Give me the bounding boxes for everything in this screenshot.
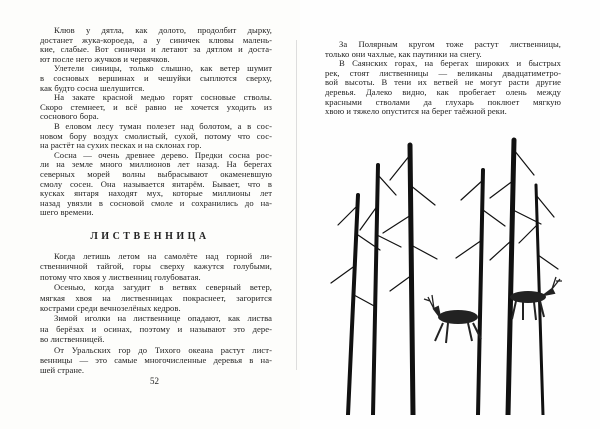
reindeer xyxy=(510,277,562,320)
paragraph xyxy=(40,64,272,93)
larch-forest-illustration xyxy=(318,125,580,415)
text-line: кие, слабые. Вот синички и летают за дятлом и доста- xyxy=(40,44,272,55)
text-line: Клюв у дятла, как долото, продолбит дырку, xyxy=(54,25,272,35)
text-line: деревья. Далеко видно, как пробегает олень между xyxy=(325,86,561,97)
right-text xyxy=(325,40,561,117)
text-line: Зимой иголки на лиственнице опадают, как листва xyxy=(54,313,272,324)
text-line: вой высоты. В тени их ветвей не могут расти другие xyxy=(325,77,561,88)
paragraph xyxy=(40,313,272,344)
text-line: рек, стоят лиственницы — великаны двадцатиметро- xyxy=(325,67,561,78)
paragraph xyxy=(40,122,272,151)
text-line: Когда летишь летом на самолёте над горной ли- xyxy=(54,251,272,261)
paragraph xyxy=(325,59,561,117)
text-line: Скоро стемнеет, и всё равно не хочется уходить из xyxy=(40,101,272,112)
text-line: хвою и тяжело опустится на берег таёжной реки. xyxy=(325,106,507,117)
text-line: Сосна — очень древнее дерево. Предки сосна рос- xyxy=(54,149,272,160)
text-line: красными стволами да глухарь поклюет мягкую xyxy=(325,96,561,107)
tree-trunk xyxy=(348,195,358,415)
text-line: потому что хвоя у лиственниц голубоватая. xyxy=(40,271,201,282)
page-gutter xyxy=(296,40,297,370)
text-line: За Полярным кругом тоже растут лиственницы, xyxy=(339,39,561,49)
text-line: От Уральских гор до Тихого океана растут лист- xyxy=(54,344,272,355)
text-line: ственничной тайгой, горы сверху кажутся голубыми, xyxy=(40,261,272,272)
text-line: как будто сосна шелушится. xyxy=(40,82,145,93)
left-text-bottom xyxy=(40,251,272,376)
text-line: шего времени. xyxy=(40,207,94,218)
text-line: В еловом лесу туман полезет над болотом, а в сос- xyxy=(54,120,272,131)
text-line: во лиственницей. xyxy=(40,334,105,345)
text-line: смолу сосен. Она называется янтарём. Бывает, что в xyxy=(40,178,272,189)
text-line: венницы — это самые многочисленные деревья в на- xyxy=(40,355,272,366)
text-line: новом бору воздух смолистый, сухой, потому что сос- xyxy=(40,130,272,141)
paragraph xyxy=(40,26,272,64)
text-line: шей стране. xyxy=(40,365,85,376)
text-line: в сосновых вершинах и чешуйки сыплются сверху, xyxy=(40,72,272,83)
text-line: ли на земле много миллионов лет назад. На берегах xyxy=(40,159,272,170)
text-line: на растёт на сухих песках и на склонах гор. xyxy=(40,140,202,151)
text-line: только они чахлые, как паутинки на снегу. xyxy=(325,48,482,59)
left-text-top xyxy=(40,26,272,218)
text-line: В Саянских горах, на берегах широких и быстрых xyxy=(339,58,561,69)
reindeer xyxy=(424,295,481,343)
chapter-heading: ЛИСТВЕННИЦА xyxy=(90,231,210,242)
text-line: кусках янтаря находят мух, которые миллионы лет xyxy=(40,188,272,199)
text-line: достанет жука-короеда, а у синичек клювы малень- xyxy=(40,34,272,45)
text-line: На закате красной медью горят сосновые стволы. xyxy=(54,92,272,103)
tree-trunk xyxy=(373,165,378,415)
tree-trunk xyxy=(478,170,483,415)
text-line: Улетели синицы, только слышно, как ветер шумит xyxy=(54,63,272,74)
paragraph xyxy=(40,151,272,218)
text-line: Осенью, когда загудит в ветвях северный ветер, xyxy=(54,282,272,293)
text-line: на берёзах и осинах, поэтому и называют это дере- xyxy=(40,323,272,334)
paragraph xyxy=(325,40,561,59)
paragraph xyxy=(40,345,272,376)
paragraph xyxy=(40,93,272,122)
text-line: назад увязли в сосновой смоле и сохранились до на- xyxy=(40,197,272,208)
page-number: 52 xyxy=(150,376,159,386)
text-line: ют после него жучков и червячков. xyxy=(40,53,170,64)
text-line: кострами среди вечнозелёных кедров. xyxy=(40,303,181,314)
text-line: соснового бора. xyxy=(40,111,99,122)
paragraph xyxy=(40,251,272,282)
paragraph xyxy=(40,282,272,313)
text-line: мягкая хвоя на лиственницах покраснеет, загорится xyxy=(40,292,272,303)
text-line: северных морей волны выбрасывают окаменевшую xyxy=(40,168,272,179)
